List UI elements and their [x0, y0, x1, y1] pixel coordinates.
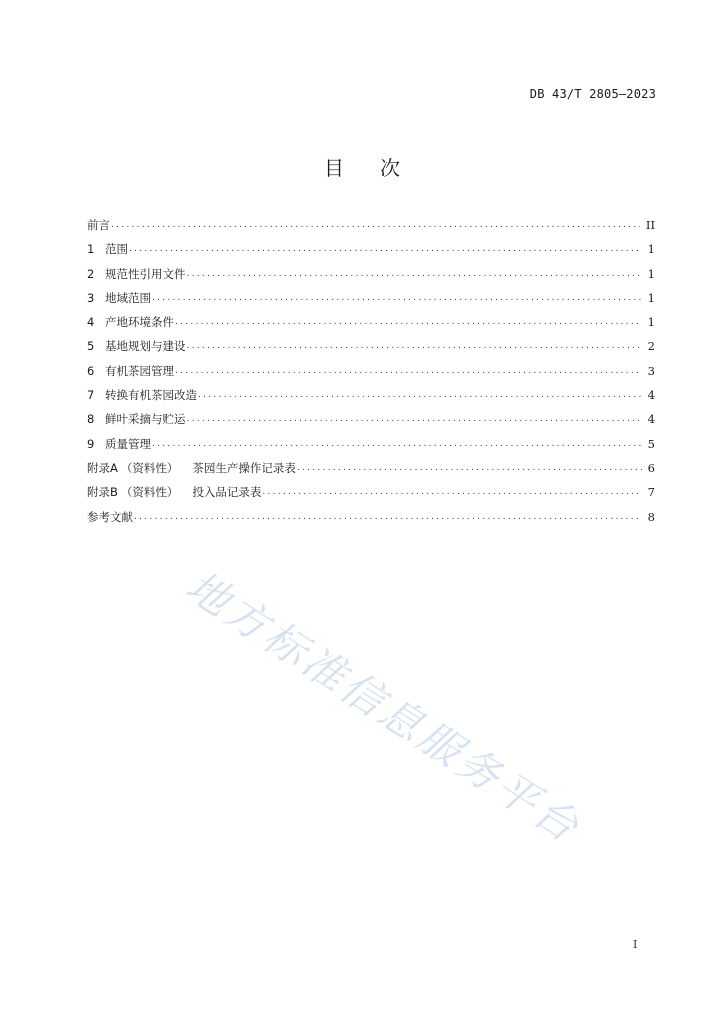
- toc-page-number: 2: [647, 339, 655, 354]
- toc-entry-number: 2: [87, 266, 95, 281]
- toc-page-number: 3: [647, 363, 655, 378]
- toc-dot-leader: [187, 337, 642, 351]
- toc-entry-label: 参考文献: [87, 509, 133, 524]
- toc-entry-number: 5: [87, 339, 95, 354]
- toc-entry-label: 基地规划与建设: [105, 339, 186, 354]
- toc-entry-label: 地域范围: [105, 290, 151, 305]
- toc-entry-picking-storage[interactable]: [87, 411, 655, 435]
- toc-page-number: 8: [647, 509, 655, 524]
- toc-dot-leader: [152, 289, 642, 303]
- toc-entry-number: 1: [87, 242, 95, 257]
- toc-entry-annex-a[interactable]: [87, 460, 655, 484]
- toc-dot-leader: [129, 240, 642, 254]
- toc-entry-annex-b[interactable]: [87, 484, 655, 508]
- toc-entry-label: 转换有机茶园改造: [105, 388, 197, 403]
- toc-dot-leader: [187, 265, 642, 279]
- toc-entry-label: 范围: [105, 242, 128, 257]
- toc-entry-garden-management[interactable]: [87, 363, 655, 387]
- toc-dot-leader: [262, 483, 641, 497]
- toc-page-number: 1: [647, 315, 655, 330]
- toc-dot-leader: [175, 362, 642, 376]
- toc-entry-conversion[interactable]: [87, 387, 655, 411]
- toc-entry-quality-management[interactable]: [87, 436, 655, 460]
- toc-annex-number: 附录A: [87, 460, 118, 475]
- toc-page-number: II: [645, 218, 655, 232]
- toc-entry-bibliography[interactable]: [87, 509, 655, 533]
- toc-entry-label: 质量管理: [105, 436, 151, 451]
- standard-number: DB 43/T 2805—2023: [529, 87, 656, 101]
- toc-entry-scope[interactable]: [87, 241, 655, 265]
- toc-annex-type: （资料性）: [120, 460, 179, 475]
- toc-entry-number: 7: [87, 388, 95, 403]
- toc-annex-number: 附录B: [87, 485, 118, 500]
- toc-dot-leader: [187, 410, 642, 424]
- toc-entry-normative-references[interactable]: [87, 266, 655, 290]
- toc-entry-number: 4: [87, 315, 95, 330]
- toc-dot-leader: [111, 216, 640, 230]
- toc-entry-label: 有机茶园管理: [105, 363, 174, 378]
- toc-title: [0, 152, 724, 181]
- toc-page-number: 4: [647, 388, 655, 403]
- watermark: 地方标准信息服务平台: [177, 561, 590, 853]
- toc-entry-label: 投入品记录表: [192, 485, 262, 500]
- toc-entry-label: 茶园生产操作记录表: [192, 460, 296, 475]
- toc-title-left: 目: [324, 156, 344, 180]
- toc-dot-leader: [134, 508, 642, 522]
- toc-entry-label: 产地环境条件: [105, 315, 174, 330]
- toc-dot-leader: [297, 459, 642, 473]
- toc-entry-label: 鲜叶采摘与贮运: [105, 412, 186, 427]
- toc-page-number: 7: [647, 485, 655, 500]
- toc-list: [87, 217, 655, 533]
- toc-dot-leader: [175, 313, 642, 327]
- toc-entry-number: 3: [87, 290, 95, 305]
- toc-entry-number: 9: [87, 436, 95, 451]
- toc-page-number: 1: [647, 290, 655, 305]
- toc-page-number: 1: [647, 266, 655, 281]
- toc-annex-type: （资料性）: [120, 485, 179, 500]
- toc-entry-label: 规范性引用文件: [105, 266, 186, 281]
- toc-dot-leader: [198, 386, 642, 400]
- toc-page-number: 4: [647, 412, 655, 427]
- toc-page-number: 1: [647, 242, 655, 257]
- toc-entry-environment[interactable]: [87, 314, 655, 338]
- toc-entry-number: 8: [87, 412, 95, 427]
- toc-entry-number: 6: [87, 363, 95, 378]
- toc-dot-leader: [152, 435, 642, 449]
- toc-title-right: 次: [380, 156, 400, 180]
- toc-entry-base-planning[interactable]: [87, 338, 655, 362]
- footer-page-number: I: [633, 938, 638, 951]
- toc-entry-geographic-area[interactable]: [87, 290, 655, 314]
- toc-entry-label: 前言: [87, 218, 110, 232]
- toc-entry-foreword[interactable]: [87, 217, 655, 241]
- toc-page-number: 5: [647, 436, 655, 451]
- toc-page-number: 6: [647, 460, 655, 475]
